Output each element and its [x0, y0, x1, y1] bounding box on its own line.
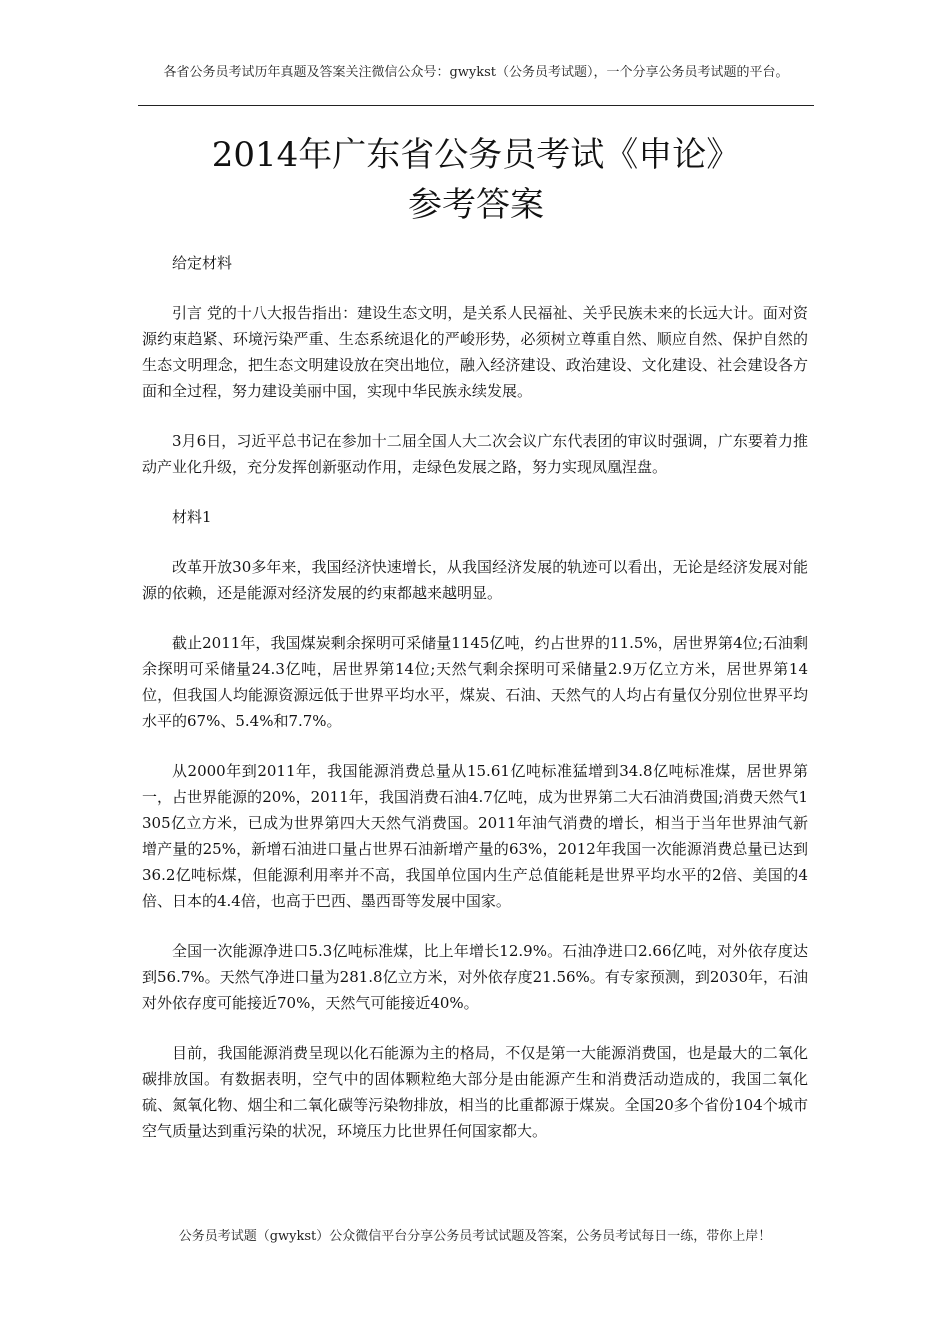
paragraph-reform: 改革开放30多年来，我国经济快速增长，从我国经济发展的轨迹可以看出，无论是经济发展对能源的依赖，还是能源对经济发展的约束都越来越明显。: [142, 558, 808, 602]
page-header: 各省公务员考试历年真题及答案关注微信公众号：gwykst（公务员考试题），一个分享公务员考试题的平台。: [163, 65, 789, 80]
paragraph-march-6: 3月6日，习近平总书记在参加十二届全国人大二次会议广东代表团的审议时强调，广东要着力推动产业化升级，充分发挥创新驱动作用，走绿色发展之路，努力实现凤凰涅盘。: [142, 432, 808, 476]
header-divider: [138, 105, 814, 106]
title-line-2: 参考答案: [408, 185, 544, 225]
document-title: [138, 130, 814, 230]
section-heading-material-1: 材料1: [172, 508, 212, 526]
section-heading-given-material: 给定材料: [172, 254, 233, 272]
paragraph-introduction: 引言 党的十八大报告指出：建设生态文明，是关系人民福祉、关乎民族未来的长远大计。面对资源约束趋紧、环境污染严重、生态系统退化的严峻形势，必须树立尊重自然、顺应自然、保护自然的生态文明理念，把生态文明建设放在突出地位，融入经济建设、政治建设、文化建设、社会建设各方面和全过程，努力建设美丽中国，实现中华民族永续发展。: [142, 304, 808, 400]
document-body: [142, 250, 808, 1168]
paragraph-consumption: 从2000年到2011年，我国能源消费总量从15.61亿吨标准猛增到34.8亿吨标准煤，居世界第一，占世界能源的20%，2011年，我国消费石油4.7亿吨，成为世界第二大石油消费国;消费天然气1305亿立方米，已成为世界第四大天然气消费国。2011年油气消费的增长，相当于当年世界油气新增产量的25%，新增石油进口量占世界石油新增产量的63%，2012年我国一次能源消费总量已达到36.2亿吨标煤，但能源利用率并不高，我国单位国内生产总值能耗是世界平均水平的2倍、美国的4倍、日本的4.4倍，也高于巴西、墨西哥等发展中国家。: [142, 762, 808, 910]
paragraph-imports: 全国一次能源净进口5.3亿吨标准煤，比上年增长12.9%。石油净进口2.66亿吨，对外依存度达到56.7%。天然气净进口量为281.8亿立方米，对外依存度21.56%。有专家预测，到2030年，石油对外依存度可能接近70%，天然气可能接近40%。: [142, 942, 808, 1012]
paragraph-emissions: 目前，我国能源消费呈现以化石能源为主的格局，不仅是第一大能源消费国，也是最大的二氧化碳排放国。有数据表明，空气中的固体颗粒绝大部分是由能源产生和消费活动造成的，我国二氧化硫、氮氧化物、烟尘和二氧化碳等污染物排放，相当的比重都源于煤炭。全国20多个省份104个城市空气质量达到重污染的状况，环境压力比世界任何国家都大。: [142, 1044, 808, 1140]
page-footer: 公务员考试题（gwykst）公众微信平台分享公务员考试试题及答案，公务员考试每日一练，带你上岸！: [178, 1229, 772, 1244]
title-line-1: 2014年广东省公务员考试《申论》: [211, 135, 741, 175]
paragraph-reserves: 截止2011年，我国煤炭剩余探明可采储量1145亿吨，约占世界的11.5%，居世界第4位;石油剩余探明可采储量24.3亿吨，居世界第14位;天然气剩余探明可采储量2.9万亿立方米，居世界第14位，但我国人均能源资源远低于世界平均水平，煤炭、石油、天然气的人均占有量仅分别位世界平均水平的67%、5.4%和7.7%。: [142, 634, 808, 730]
